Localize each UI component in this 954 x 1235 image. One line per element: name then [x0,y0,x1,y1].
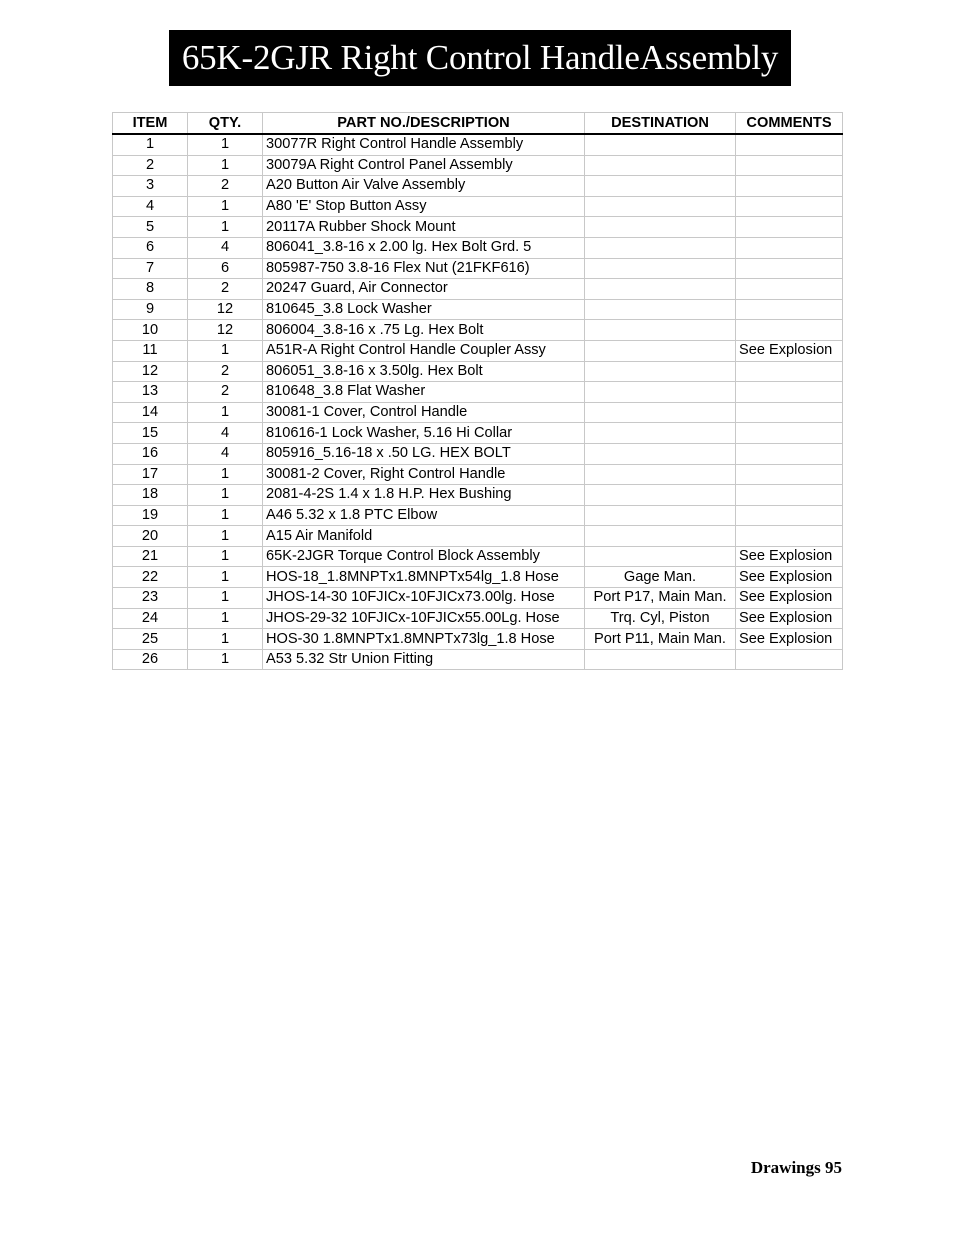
qty-cell: 12 [188,320,263,341]
qty-cell: 1 [188,649,263,670]
table-row [113,567,843,588]
qty-cell: 1 [188,588,263,609]
header-item: ITEM [113,113,188,135]
item-cell: 26 [113,649,188,670]
destination-cell [585,237,736,258]
comments-cell [736,134,843,155]
description-cell: JHOS-29-32 10FJICx-10FJICx55.00Lg. Hose [263,608,585,629]
destination-cell: Port P11, Main Man. [585,629,736,650]
comments-cell [736,279,843,300]
destination-cell: Gage Man. [585,567,736,588]
description-cell: 30081-1 Cover, Control Handle [263,402,585,423]
description-cell: 806041_3.8-16 x 2.00 lg. Hex Bolt Grd. 5 [263,237,585,258]
destination-cell [585,546,736,567]
qty-cell: 1 [188,340,263,361]
item-cell: 2 [113,155,188,176]
qty-cell: 2 [188,279,263,300]
description-cell: 805987-750 3.8-16 Flex Nut (21FKF616) [263,258,585,279]
destination-cell [585,443,736,464]
qty-cell: 1 [188,402,263,423]
description-cell: 65K-2JGR Torque Control Block Assembly [263,546,585,567]
comments-cell [736,526,843,547]
destination-cell [585,423,736,444]
qty-cell: 2 [188,361,263,382]
comments-cell [736,361,843,382]
item-cell: 13 [113,382,188,403]
item-cell: 1 [113,134,188,155]
item-cell: 11 [113,340,188,361]
comments-cell: See Explosion [736,608,843,629]
table-row [113,423,843,444]
destination-cell [585,340,736,361]
description-cell: A15 Air Manifold [263,526,585,547]
table-row [113,134,843,155]
comments-cell [736,237,843,258]
qty-cell: 6 [188,258,263,279]
comments-cell [736,402,843,423]
qty-cell: 2 [188,176,263,197]
item-cell: 7 [113,258,188,279]
table-row [113,588,843,609]
comments-cell [736,423,843,444]
qty-cell: 4 [188,237,263,258]
table-row [113,629,843,650]
comments-cell [736,649,843,670]
item-cell: 14 [113,402,188,423]
table-row [113,402,843,423]
item-cell: 8 [113,279,188,300]
destination-cell [585,464,736,485]
page-footer: Drawings 95 [750,1158,842,1177]
destination-cell [585,196,736,217]
item-cell: 6 [113,237,188,258]
table-row [113,258,843,279]
item-cell: 15 [113,423,188,444]
description-cell: 2081-4-2S 1.4 x 1.8 H.P. Hex Bushing [263,485,585,506]
table-row [113,443,843,464]
page-title: 65K-2GJR Right Control HandleAssembly [169,30,791,86]
destination-cell [585,258,736,279]
table-row [113,526,843,547]
destination-cell [585,155,736,176]
comments-cell [736,196,843,217]
description-cell: 20247 Guard, Air Connector [263,279,585,300]
table-row [113,155,843,176]
table-row [113,299,843,320]
table-row [113,176,843,197]
qty-cell: 2 [188,382,263,403]
item-cell: 3 [113,176,188,197]
description-cell: 810616-1 Lock Washer, 5.16 Hi Collar [263,423,585,444]
qty-cell: 4 [188,423,263,444]
qty-cell: 1 [188,526,263,547]
comments-cell: See Explosion [736,546,843,567]
comments-cell [736,464,843,485]
description-cell: 30081-2 Cover, Right Control Handle [263,464,585,485]
item-cell: 16 [113,443,188,464]
destination-cell [585,299,736,320]
item-cell: 22 [113,567,188,588]
qty-cell: 1 [188,608,263,629]
destination-cell [585,526,736,547]
item-cell: 24 [113,608,188,629]
table-row [113,217,843,238]
table-row [113,485,843,506]
qty-cell: 1 [188,196,263,217]
description-cell: HOS-30 1.8MNPTx1.8MNPTx73lg_1.8 Hose [263,629,585,650]
header-comments: COMMENTS [736,113,843,135]
destination-cell [585,217,736,238]
destination-cell [585,320,736,341]
qty-cell: 1 [188,464,263,485]
table-row [113,608,843,629]
comments-cell [736,443,843,464]
item-cell: 4 [113,196,188,217]
comments-cell [736,258,843,279]
table-row [113,340,843,361]
description-cell: 20117A Rubber Shock Mount [263,217,585,238]
comments-cell [736,155,843,176]
description-cell: 805916_5.16-18 x .50 LG. HEX BOLT [263,443,585,464]
item-cell: 20 [113,526,188,547]
description-cell: 810648_3.8 Flat Washer [263,382,585,403]
comments-cell [736,320,843,341]
table-row [113,464,843,485]
description-cell: A80 'E' Stop Button Assy [263,196,585,217]
table-row [113,361,843,382]
description-cell: HOS-18_1.8MNPTx1.8MNPTx54lg_1.8 Hose [263,567,585,588]
destination-cell [585,485,736,506]
destination-cell [585,649,736,670]
table-row [113,196,843,217]
table-row [113,320,843,341]
item-cell: 19 [113,505,188,526]
comments-cell: See Explosion [736,629,843,650]
qty-cell: 1 [188,217,263,238]
item-cell: 17 [113,464,188,485]
comments-cell [736,505,843,526]
description-cell: 30079A Right Control Panel Assembly [263,155,585,176]
item-cell: 23 [113,588,188,609]
table-header-row [113,113,843,135]
item-cell: 9 [113,299,188,320]
destination-cell [585,279,736,300]
comments-cell: See Explosion [736,567,843,588]
qty-cell: 1 [188,134,263,155]
table-row [113,505,843,526]
description-cell: 806051_3.8-16 x 3.50lg. Hex Bolt [263,361,585,382]
item-cell: 25 [113,629,188,650]
destination-cell [585,382,736,403]
destination-cell [585,134,736,155]
description-cell: A20 Button Air Valve Assembly [263,176,585,197]
item-cell: 21 [113,546,188,567]
table-body [113,134,843,670]
comments-cell [736,299,843,320]
destination-cell [585,402,736,423]
destination-cell [585,176,736,197]
table-row [113,546,843,567]
description-cell: 806004_3.8-16 x .75 Lg. Hex Bolt [263,320,585,341]
table-row [113,237,843,258]
destination-cell: Port P17, Main Man. [585,588,736,609]
header-part-description: PART NO./DESCRIPTION [263,113,585,135]
table-row [113,279,843,300]
qty-cell: 1 [188,155,263,176]
qty-cell: 1 [188,485,263,506]
parts-table [112,112,843,670]
comments-cell [736,382,843,403]
description-cell: A53 5.32 Str Union Fitting [263,649,585,670]
destination-cell [585,505,736,526]
header-qty: QTY. [188,113,263,135]
comments-cell: See Explosion [736,340,843,361]
qty-cell: 4 [188,443,263,464]
description-cell: 30077R Right Control Handle Assembly [263,134,585,155]
destination-cell [585,361,736,382]
comments-cell [736,217,843,238]
description-cell: A46 5.32 x 1.8 PTC Elbow [263,505,585,526]
description-cell: A51R-A Right Control Handle Coupler Assy [263,340,585,361]
comments-cell [736,485,843,506]
description-cell: 810645_3.8 Lock Washer [263,299,585,320]
qty-cell: 1 [188,629,263,650]
item-cell: 5 [113,217,188,238]
description-cell: JHOS-14-30 10FJICx-10FJICx73.00lg. Hose [263,588,585,609]
table-row [113,649,843,670]
table-row [113,382,843,403]
comments-cell: See Explosion [736,588,843,609]
comments-cell [736,176,843,197]
item-cell: 10 [113,320,188,341]
item-cell: 18 [113,485,188,506]
qty-cell: 1 [188,505,263,526]
qty-cell: 12 [188,299,263,320]
header-destination: DESTINATION [585,113,736,135]
qty-cell: 1 [188,567,263,588]
item-cell: 12 [113,361,188,382]
qty-cell: 1 [188,546,263,567]
destination-cell: Trq. Cyl, Piston [585,608,736,629]
